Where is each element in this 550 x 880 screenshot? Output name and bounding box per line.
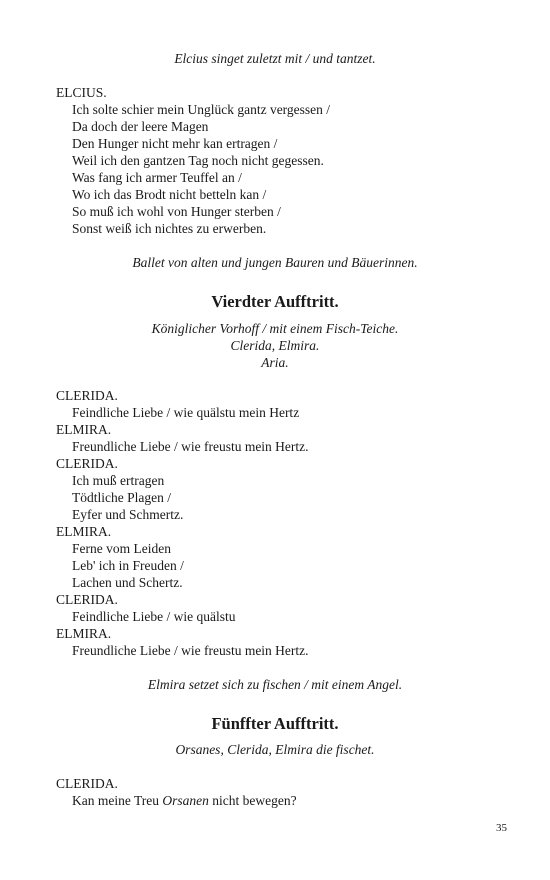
verse-line: Da doch der leere Magen [72, 119, 209, 134]
stage-direction: Ballet von alten und jungen Bauren und Bäuerinnen. [132, 255, 418, 270]
verse-line: Wo ich das Brodt nicht betteln kan / [72, 187, 267, 202]
speaker-name: CLERIDA. [56, 776, 118, 791]
verse-line: Feindliche Liebe / wie quälstu mein Hertz [72, 405, 300, 420]
verse-line: Was fang ich armer Teuffel an / [72, 170, 242, 185]
scene-characters: Clerida, Elmira. [230, 338, 320, 353]
verse-line: Eyfer und Schmertz. [72, 507, 184, 522]
speaker-name: ELMIRA. [56, 626, 112, 641]
verse-text: Kan meine Treu [72, 793, 163, 808]
stage-direction: Elcius singet zuletzt mit / und tantzet. [174, 51, 376, 66]
verse-line: Ferne vom Leiden [72, 541, 171, 556]
verse-line: Freundliche Liebe / wie freustu mein Hertz. [72, 439, 309, 454]
scene-heading: Fünffter Aufftritt. [211, 714, 339, 733]
verse-text: nicht bewegen? [208, 793, 297, 808]
verse-line: Den Hunger nicht mehr kan ertragen / [72, 136, 278, 151]
verse-line: Sonst weiß ich nichtes zu erwerben. [72, 221, 267, 236]
verse-line [72, 792, 297, 809]
speaker-name: ELMIRA. [56, 524, 112, 539]
verse-line: So muß ich wohl von Hunger sterben / [72, 204, 281, 219]
scene-heading: Vierdter Aufftritt. [211, 292, 339, 311]
character-name-italic: Orsanen [162, 793, 209, 808]
verse-line: Ich solte schier mein Unglück gantz vergessen / [72, 102, 331, 117]
verse-line: Weil ich den gantzen Tag noch nicht gegessen. [72, 153, 324, 168]
verse-line: Freundliche Liebe / wie freustu mein Hertz. [72, 643, 309, 658]
speaker-name: CLERIDA. [56, 592, 118, 607]
verse-line: Feindliche Liebe / wie quälstu [72, 609, 236, 624]
speaker-name: CLERIDA. [56, 456, 118, 471]
verse-line: Tödtliche Plagen / [72, 490, 171, 505]
scene-setting: Orsanes, Clerida, Elmira die fischet. [175, 742, 375, 757]
page-number: 35 [496, 822, 507, 834]
speaker-name: ELMIRA. [56, 422, 112, 437]
verse-line: Leb' ich in Freuden / [72, 558, 184, 573]
speaker-name: CLERIDA. [56, 388, 118, 403]
speaker-name: ELCIUS. [56, 85, 107, 100]
form-label: Aria. [261, 355, 289, 370]
verse-line: Ich muß ertragen [72, 473, 165, 488]
stage-direction: Elmira setzet sich zu fischen / mit einem Angel. [147, 677, 403, 692]
scene-setting: Königlicher Vorhoff / mit einem Fisch-Teiche. [151, 321, 399, 336]
verse-line: Lachen und Schertz. [72, 575, 183, 590]
